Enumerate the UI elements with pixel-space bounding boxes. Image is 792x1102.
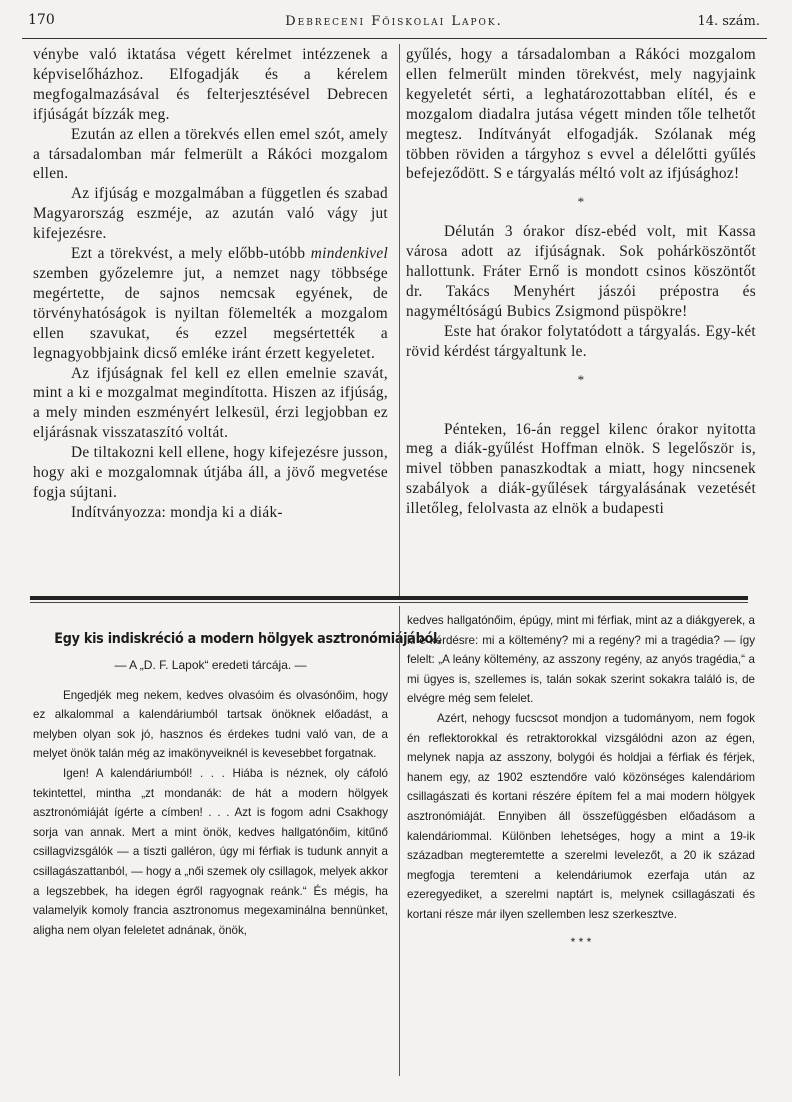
feuilleton-byline: — A „D. F. Lapok“ eredeti tárcája. — [114, 658, 307, 672]
page-header [28, 12, 760, 34]
section-rule-thin [30, 602, 748, 603]
spacer [406, 400, 756, 420]
upper-left-column [33, 45, 388, 523]
paragraph: Pénteken, 16-án reggel kilenc órakor nyitotta meg a diák-gyűlést Hoffman elnök. S legelőször is, mivel többen panaszkodtak a miatt, hogy nincsenek szabályok a diák-gyűlések tárgyalásának vezetését illetőleg, felolvasta az elnök a budapesti [406, 420, 756, 518]
header-rule [22, 38, 767, 39]
feuilleton-title: Egy kis indiskréció a modern hölgyek asztronómiájából. [54, 631, 442, 647]
column-divider [399, 606, 400, 1076]
paragraph: gyűlés, hogy a társadalomban a Rákóci mozgalom ellen felmerült minden törekvést, mely nagyjaink kegyeletét sérti, a leghatározottabban elítél, és e mozgalom diadalra jutása végett minden tőle telhetőt megtesz. Indítványát elfogadják. Szólanak még többen röviden a tárgyhoz s evvel a délelőtti gyűlés befejeződött. S e tárgyalás méltó volt az ifjúsághoz! [406, 46, 756, 183]
text-run: Ezt a törekvést, a mely előbb-utóbb [71, 245, 311, 263]
paragraph: kedves hallgatónőim, épúgy, mint mi férfiak, mint az a diákgyerek, a ki e kérdésre: mi a költemény? mi a regény? mi a tragédia? — így felelt: „A leány költemény, az asszony regény, az anyós tragédia,“ a mi ügyes is, szellemes is, talán sokak szerint sokakra találó is, de elvégre még sem felelet. [407, 614, 755, 706]
section-separator: * [577, 371, 585, 387]
column-divider [399, 44, 400, 598]
paragraph: Este hat órakor folytatódott a tárgyalás. Egy-két rövid kérdést tárgyaltunk le. [406, 322, 756, 360]
paragraph: Azért, nehogy fucscsot mondjon a tudományom, nem fogok én reflektorokkal és retraktorokkal vizsgálódni azon az égen, melynek napja az asszony, bolygói és holdjai a férfiak és férjek, hanem egy, az 1902 esztendőre való közönséges kalendáriom csillagászati és kortani részére építem fel a mai modern hölgyek asztronómiáját. Ennyiben áll összefüggésben előadásom a kalendáriommal. Különben lehetséges, hogy a mint a 19-ik században megteremtette a szerelmi levelezőt, a 20 ik század megfogja teremteni a kelendáriumok ezerfaja után az ezeregyediket, a szerelmi naptárt is, melynek csillagászati és kortani része már ilyen szellemben lesz szerkesztve. [407, 711, 755, 921]
paragraph: Ezután az ellen a törekvés ellen emel szót, amely a társadalomban már felmerült a Rákóci mozgalom ellen. [33, 125, 388, 183]
paragraph: De tiltakozni kell ellene, hogy kifejezésre jusson, hogy aki e mozgalomnak útjába áll, a jövő megvetése fogja sújtani. [33, 444, 388, 501]
feuilleton-left-column [33, 628, 442, 940]
emphasis: mindenkivel [310, 245, 388, 263]
section-separator: * [577, 194, 585, 210]
paragraph: Délután 3 órakor dísz-ebéd volt, mit Kassa városa adott az ifjúságnak. Sok pohárköszöntőt hallottunk. Fráter Ernő is mondott csinos köszöntőt dr. Takács Menyhért jászói prépostra és nagyméltóságú Bubics Zsigmond püspökre! [406, 223, 756, 320]
section-rule [30, 596, 748, 600]
page-number: 170 [28, 12, 55, 28]
paragraph: vénybe való iktatása végett kérelmet intézzenek a képviselőházhoz. Elfogadják és a kérelem megfogalmazásával és felterjesztésével Debrecen ifjúságát bízzák meg. [33, 46, 388, 123]
journal-title: Debreceni Főiskolai Lapok. [285, 14, 503, 29]
paragraph: Indítványozza: mondja ki a diák- [71, 503, 283, 521]
paragraph: Engedjék meg nekem, kedves olvasóim és olvasónőim, hogy ez alkalommal a kalendáriumból tartsak önöknek előadást, a melyben olyan sok jó, hasznos és érdekes tudni való van, de a melyet önök talán még az imakönyveiknél is kevesebbet forgatnak. [33, 688, 388, 761]
paragraph [33, 244, 388, 363]
upper-right-column [406, 45, 756, 519]
text-run: szemben győzelemre jut, a nemzet nagy többsége megértette, de sajnos nemcsak egyének, de törvényhatóságok is nyiltan fölemelték a mozgalom ellen szavukat, és ezzel megsértették a legnagyobbjaink dicső emléke iránt érzett kegyeletet. [33, 264, 388, 362]
section-separator: * * * [570, 934, 592, 949]
paragraph: Az ifjúság e mozgalmában a független és szabad Magyarország eszméje, az azután való vágy jut kifejezésre. [33, 185, 388, 243]
paragraph: Az ifjúságnak fel kell ez ellen emelnie szavát, mint a ki e mozgalmat megindította. Hiszen az ifjúság, a mely minden eszményért lelkesül, érzi legjobban ez eljárásnak visszataszító voltát. [33, 364, 388, 442]
issue-number: 14. szám. [697, 14, 760, 29]
feuilleton-right-column [407, 611, 755, 952]
paragraph: Igen! A kalendáriumból! . . . Hiába is néznek, oly cáfoló tekintettel, mintha „zt mondanák: de hát a modern hölgyek asztronómiáját ígérte a címben! . . . Azt is fogom adni Csakhogy sorja van annak. Mert a mint önök, kedves hallgatónőim, kitűnő csillagvizsgálók — a tiszti galléron, úgy mi férfiak is tudunk annyit a csillagászattanból, — hogy a „női szemek oly csillagok, melyek akkor a legszebbek, ha idegen égről ragyognak reánk.“ És mégis, ha valamelyik komoly francia asztronomus megexaminálna bennünket, aligha nem olyan feleletet adnának, önök, [33, 766, 388, 937]
